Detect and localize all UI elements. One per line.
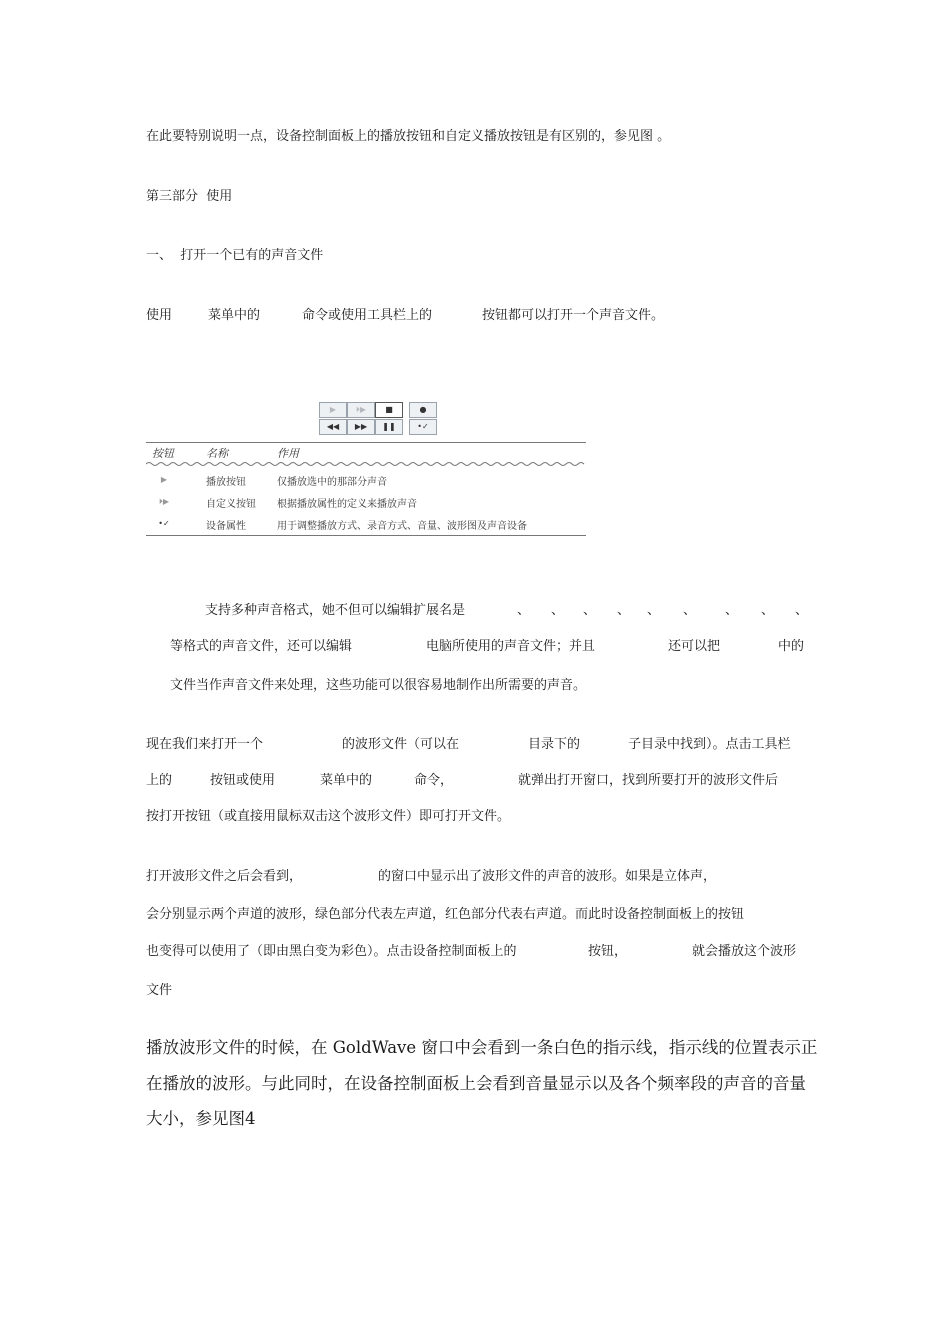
device-control-panel [319, 400, 437, 436]
play-button-icon: ▶ [319, 402, 347, 418]
table-cell-desc: 根据播放属性的定义来播放声音 [277, 499, 417, 510]
text-fragment: 使用 [146, 308, 173, 323]
heading-text: 一、 打开一个已有的声音文件 [146, 248, 324, 263]
device-properties-icon: •✓ [158, 519, 170, 528]
paragraph-play-line3 [146, 1108, 256, 1130]
paragraph-text: 在此要特别说明一点，设备控制面板上的播放按钮和自定义播放按钮是有区别的，参见图 。 [146, 129, 671, 144]
section-title [146, 187, 232, 206]
text-fragment: 还可以把 [668, 639, 721, 654]
heading-open-file [146, 246, 323, 265]
text-fragment: 文件当作声音文件来处理，这些功能可以很容易地制作出所需要的声音。 [170, 678, 587, 693]
wavy-divider [146, 461, 586, 467]
text-fragment: 按钮， [588, 944, 628, 959]
table-header-function: 作用 [277, 447, 299, 460]
play-icon: ▶ [160, 475, 168, 484]
table-cell-name: 自定义按钮 [206, 499, 256, 510]
text-fragment: 、 [725, 603, 739, 618]
text-fragment: 等格式的声音文件，还可以编辑 [170, 639, 353, 654]
rewind-button-icon: ◀◀ [319, 419, 347, 435]
text-fragment: 电脑所使用的声音文件；并且 [426, 639, 596, 654]
record-button-icon: ● [409, 402, 437, 418]
paragraph-now-line3 [146, 807, 510, 826]
stop-button-icon: ■ [375, 402, 403, 418]
paragraph-distinction [146, 127, 670, 146]
table-cell-desc: 仅播放选中的那部分声音 [277, 477, 387, 488]
text-fragment: 、 [761, 603, 775, 618]
fast-forward-button-icon: ▶▶ [347, 419, 375, 435]
custom-play-button-icon: ⏵▶ [347, 402, 375, 418]
paragraph-formats-line3 [170, 676, 586, 695]
button-description-table [146, 442, 586, 538]
text-fragment: 、 [551, 603, 565, 618]
text-fragment: 命令或使用工具栏上的 [302, 308, 433, 323]
text-fragment: 打开波形文件之后会看到， [146, 869, 303, 884]
text-fragment: 按钮或使用 [210, 773, 276, 788]
table-cell-desc: 用于调整播放方式、录音方式、音量、波形图及声音设备 [277, 521, 527, 532]
text-fragment: 的窗口中显示出了波形文件的声音的波形。如果是立体声， [378, 869, 717, 884]
table-header-name: 名称 [206, 447, 228, 460]
text-fragment: 大小，参见图4 [146, 1109, 256, 1128]
paragraph-after-line4 [146, 981, 172, 1000]
table-bottom-rule [146, 535, 586, 536]
text-fragment: 、 [517, 603, 531, 618]
text-fragment: 、 [617, 603, 631, 618]
text-fragment: 中的 [778, 639, 805, 654]
text-fragment: 在播放的波形。与此同时，在设备控制面板上会看到音量显示以及各个频率段的声音的音量 [146, 1074, 806, 1093]
text-fragment: 支持多种声音格式，她不但可以编辑扩展名是 [205, 603, 466, 618]
text-fragment: 、 [683, 603, 697, 618]
text-fragment: 菜单中的 [320, 773, 373, 788]
text-fragment: 上的 [146, 773, 173, 788]
table-top-rule [146, 442, 586, 443]
table-cell-name: 设备属性 [206, 521, 246, 532]
text-fragment: 会分别显示两个声道的波形，绿色部分代表左声道，红色部分代表右声道。而此时设备控制面板上的按钮 [146, 907, 745, 922]
text-fragment: 、 [795, 603, 809, 618]
control-panel-figure [146, 400, 586, 538]
text-fragment: 目录下的 [528, 737, 581, 752]
text-fragment: 、 [583, 603, 597, 618]
device-properties-button-icon: •✓ [409, 419, 437, 435]
text-fragment: 的波形文件（可以在 [342, 737, 460, 752]
table-cell-name: 播放按钮 [206, 477, 246, 488]
text-fragment: 子目录中找到）。点击工具栏 [628, 737, 791, 752]
text-fragment: 就弹出打开窗口，找到所要打开的波形文件后 [518, 773, 779, 788]
text-fragment: 也变得可以使用了（即由黑白变为彩色）。点击设备控制面板上的 [146, 944, 517, 959]
text-fragment: 按打开按钮（或直接用鼠标双击这个波形文件）即可打开文件。 [146, 809, 511, 824]
text-fragment: 菜单中的 [208, 308, 261, 323]
custom-play-icon: ⏵▶ [158, 497, 170, 506]
text-fragment: 就会播放这个波形 [692, 944, 797, 959]
paragraph-play-line1 [146, 1037, 817, 1059]
table-header-button: 按钮 [152, 447, 174, 460]
text-fragment: 文件 [146, 983, 173, 998]
text-fragment: 按钮都可以打开一个声音文件。 [482, 308, 665, 323]
text-fragment: 现在我们来打开一个 [146, 737, 264, 752]
text-fragment: 播放波形文件的时候，在 GoldWave 窗口中会看到一条白色的指示线，指示线的位置表示正 [146, 1038, 818, 1057]
text-fragment: 、 [647, 603, 661, 618]
pause-button-icon: ❚❚ [375, 419, 403, 435]
text-fragment: 命令， [414, 773, 454, 788]
paragraph-play-line2 [146, 1073, 806, 1095]
paragraph-after-line2 [146, 905, 744, 924]
section-text: 第三部分 使用 [146, 189, 233, 204]
